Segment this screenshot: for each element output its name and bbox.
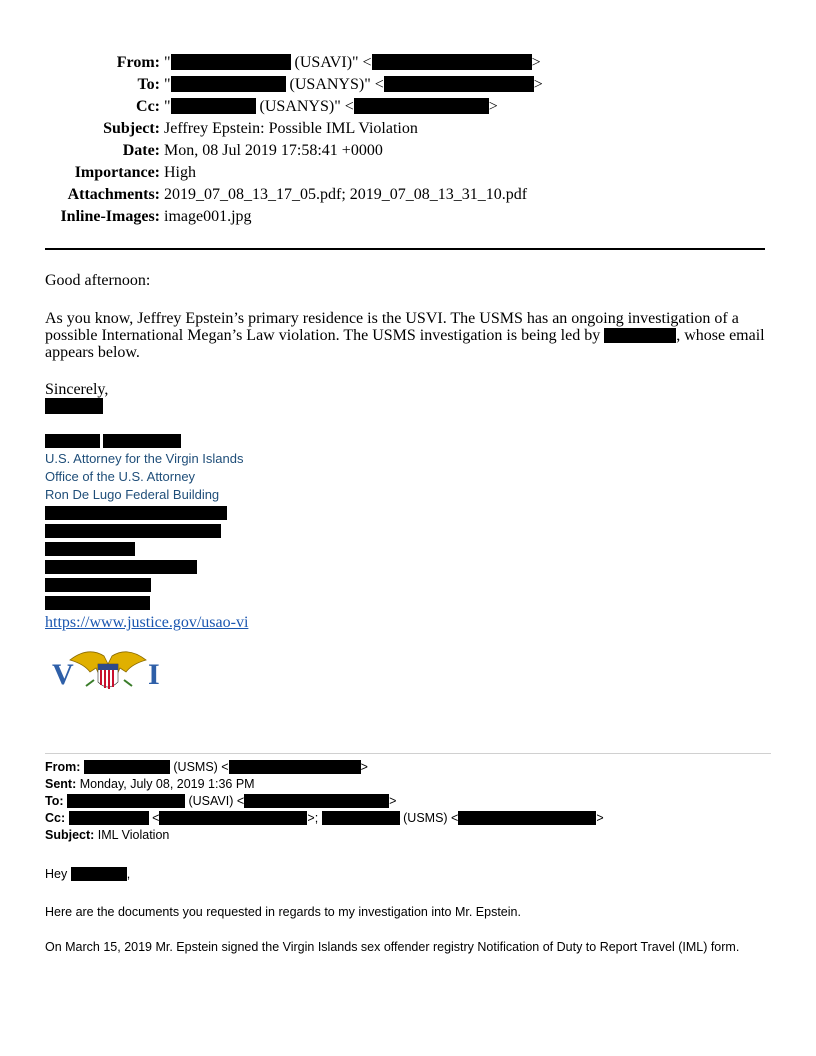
redaction [458,811,596,825]
redaction [84,760,170,774]
redaction [171,98,256,114]
importance-value: High [164,164,196,181]
redaction [45,524,221,538]
forward-cc: Cc: < >; (USMS) < > [45,811,604,825]
forward-subject: Subject: IML Violation [45,828,170,842]
redaction [103,434,181,448]
redaction [159,811,307,825]
signature-building: Ron De Lugo Federal Building [45,487,220,502]
forward-body-2: On March 15, 2019 Mr. Epstein signed the Virgin Islands sex offender registry Notification of Duty to Report Travel (IML) form. [45,940,740,954]
website-link[interactable]: https://www.justice.gov/usao-vi [45,614,249,631]
redaction [384,76,534,92]
cc-label: Cc: [136,98,160,115]
svg-text:I: I [148,658,160,691]
subject-value: Jeffrey Epstein: Possible IML Violation [164,120,418,137]
redaction [45,506,227,520]
attachments-value[interactable]: 2019_07_08_13_17_05.pdf; 2019_07_08_13_31_10.pdf [164,186,528,203]
virgin-islands-seal-icon [48,642,166,706]
forward-to: To: (USAVI) < > [45,794,397,808]
redaction [45,434,100,448]
redaction [171,54,291,70]
svg-text:V: V [52,658,74,691]
redaction [354,98,489,114]
redaction [372,54,532,70]
inline-images-value[interactable]: image001.jpg [164,208,252,225]
redaction [71,867,127,881]
redaction [45,596,150,610]
redaction [67,794,185,808]
forward-body-1: Here are the documents you requested in regards to my investigation into Mr. Epstein. [45,905,521,919]
redaction [45,578,151,592]
greeting: Good afternoon: [45,272,151,289]
redaction [45,560,197,574]
forward-sent: Sent: Monday, July 08, 2019 1:36 PM [45,777,255,791]
signature-title: U.S. Attorney for the Virgin Islands [45,451,244,466]
forward-from: From: (USMS) < > [45,760,368,774]
redaction [45,542,135,556]
message-paragraph: As you know, Jeffrey Epstein’s primary residence is the USVI. The USMS has an ongoing investigation of a possible International Megan’s Law violation. The USMS investigation is being led by , whose email appears below. [45,310,765,361]
redaction [244,794,389,808]
redaction [69,811,149,825]
redaction [229,760,361,774]
forward-separator [45,753,771,754]
from-label: From: [116,54,160,71]
redaction [171,76,286,92]
date-value: Mon, 08 Jul 2019 17:58:41 +0000 [164,142,383,159]
redaction [45,398,103,414]
forward-greeting: Hey , [45,867,131,881]
redaction [604,328,676,343]
redaction [322,811,400,825]
to-label: To: [137,76,160,93]
signature-office: Office of the U.S. Attorney [45,469,196,484]
closing: Sincerely, [45,381,109,398]
header-divider [45,248,765,250]
